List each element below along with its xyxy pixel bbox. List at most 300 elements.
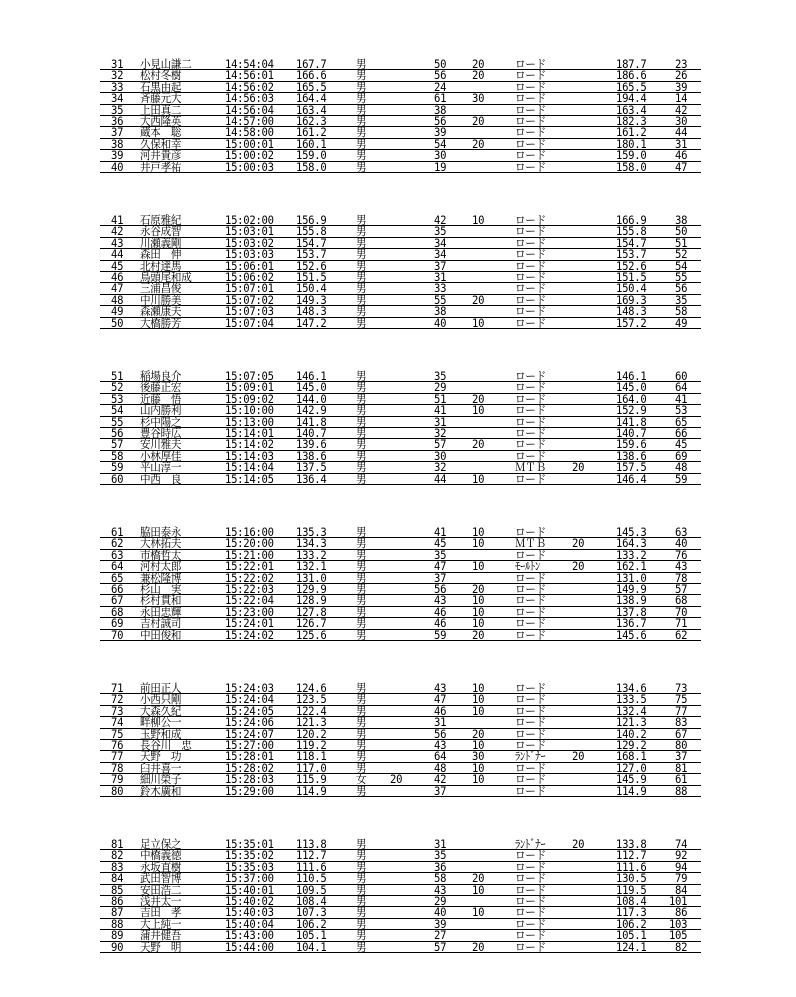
table-row xyxy=(100,226,701,237)
sex-cell: 男 xyxy=(356,525,367,539)
table-row xyxy=(100,873,701,884)
rank-cell: 55 xyxy=(675,269,688,284)
total-score-cell: 127.0 xyxy=(616,760,647,775)
row-number-cell: 58 xyxy=(111,448,124,463)
rank-cell: 44 xyxy=(675,125,688,140)
age-cell: 61 xyxy=(434,91,447,106)
participant-name-cell: 蒲井健吾 xyxy=(140,928,182,943)
table-row xyxy=(100,471,701,486)
participant-name-cell: 安川雅夫 xyxy=(140,437,182,452)
total-score-cell: 166.9 xyxy=(616,213,647,227)
participant-name-cell: 杉村貫和 xyxy=(140,593,182,608)
total-score-cell: 150.4 xyxy=(616,281,647,296)
sex-cell: 男 xyxy=(356,68,367,83)
age-bonus-cell: 30 xyxy=(472,749,485,764)
table-row xyxy=(100,391,701,406)
participant-name-cell: 上田真二 xyxy=(140,102,182,117)
rank-cell: 47 xyxy=(675,159,688,174)
sex-cell: 男 xyxy=(356,391,367,406)
participant-name-cell: 脇田泰永 xyxy=(140,525,182,539)
row-number-cell: 74 xyxy=(111,715,124,730)
participant-name-cell: 大森久紀 xyxy=(140,703,182,718)
bike-type-cell: ロード xyxy=(515,425,546,440)
points-cell: 144.0 xyxy=(296,391,327,406)
bike-type-cell: ロード xyxy=(515,893,546,908)
finish-time-cell: 14:56:01 xyxy=(225,68,274,83)
bike-type-cell: ロード xyxy=(515,125,546,140)
row-number-cell: 89 xyxy=(111,928,124,943)
bike-type-cell: ロード xyxy=(515,213,546,227)
result-block xyxy=(100,527,701,641)
points-cell: 159.0 xyxy=(296,148,327,163)
total-score-cell: 182.3 xyxy=(616,113,647,128)
table-row xyxy=(100,70,701,81)
points-cell: 154.7 xyxy=(296,235,327,250)
age-cell: 29 xyxy=(434,380,447,395)
row-number-cell: 44 xyxy=(111,247,124,262)
row-number-cell: 48 xyxy=(111,292,124,307)
bike-type-cell: ロード xyxy=(515,102,546,117)
table-row xyxy=(100,235,701,250)
total-score-cell: 163.4 xyxy=(616,102,647,117)
bike-type-cell: ロード xyxy=(515,737,546,752)
age-cell: 31 xyxy=(434,837,447,851)
age-cell: 45 xyxy=(434,536,447,551)
points-cell: 147.2 xyxy=(296,315,327,330)
finish-time-cell: 15:02:00 xyxy=(225,213,274,227)
bike-type-cell: ロード xyxy=(515,525,546,539)
rank-cell: 57 xyxy=(675,581,688,596)
row-number-cell: 65 xyxy=(111,570,124,585)
total-score-cell: 121.3 xyxy=(616,715,647,730)
table-row xyxy=(100,150,701,161)
total-score-cell: 137.8 xyxy=(616,604,647,619)
age-bonus-cell: 10 xyxy=(472,593,485,608)
sex-cell: 女 xyxy=(356,772,367,787)
participant-name-cell: 石原雅紀 xyxy=(140,213,182,227)
total-score-cell: 114.9 xyxy=(616,783,647,798)
age-bonus-cell: 10 xyxy=(472,905,485,920)
row-number-cell: 38 xyxy=(111,136,124,151)
age-bonus-cell: 20 xyxy=(472,113,485,128)
table-row xyxy=(100,751,701,762)
total-score-cell: 133.2 xyxy=(616,547,647,562)
finish-time-cell: 15:40:03 xyxy=(225,905,274,920)
bike-type-cell: ロード xyxy=(515,570,546,585)
total-score-cell: 152.6 xyxy=(616,258,647,273)
sex-cell: 男 xyxy=(356,939,367,954)
age-cell: 35 xyxy=(434,547,447,562)
points-cell: 138.6 xyxy=(296,448,327,463)
rank-cell: 81 xyxy=(675,760,688,775)
total-score-cell: 153.7 xyxy=(616,247,647,262)
participant-name-cell: 浅井太一 xyxy=(140,893,182,908)
finish-time-cell: 14:56:03 xyxy=(225,91,274,106)
finish-time-cell: 15:07:03 xyxy=(225,304,274,319)
total-score-cell: 169.3 xyxy=(616,292,647,307)
row-number-cell: 67 xyxy=(111,593,124,608)
row-number-cell: 55 xyxy=(111,414,124,429)
table-row xyxy=(100,703,701,718)
finish-time-cell: 15:13:00 xyxy=(225,414,274,429)
participant-name-cell: 武田智博 xyxy=(140,871,182,886)
row-number-cell: 39 xyxy=(111,148,124,163)
age-cell: 43 xyxy=(434,593,447,608)
row-number-cell: 46 xyxy=(111,269,124,284)
participant-name-cell: 細川榮子 xyxy=(140,772,182,787)
participant-name-cell: 中橋義徳 xyxy=(140,848,182,863)
total-score-cell: 138.6 xyxy=(616,448,647,463)
finish-time-cell: 15:35:03 xyxy=(225,859,274,874)
age-cell: 56 xyxy=(434,726,447,741)
total-score-cell: 145.0 xyxy=(616,380,647,395)
bike-type-cell: ロード xyxy=(515,871,546,886)
total-score-cell: 148.3 xyxy=(616,304,647,319)
age-cell: 57 xyxy=(434,437,447,452)
finish-time-cell: 15:22:01 xyxy=(225,559,274,574)
sex-cell: 男 xyxy=(356,102,367,117)
row-number-cell: 35 xyxy=(111,102,124,117)
sex-cell: 男 xyxy=(356,616,367,631)
row-number-cell: 86 xyxy=(111,893,124,908)
age-cell: 34 xyxy=(434,247,447,262)
row-number-cell: 32 xyxy=(111,68,124,83)
participant-name-cell: 杉中陽之 xyxy=(140,414,182,429)
points-cell: 119.2 xyxy=(296,737,327,752)
row-number-cell: 33 xyxy=(111,79,124,94)
age-cell: 56 xyxy=(434,68,447,83)
sex-cell: 男 xyxy=(356,559,367,574)
points-cell: 145.0 xyxy=(296,380,327,395)
points-cell: 104.1 xyxy=(296,939,327,954)
rank-cell: 75 xyxy=(675,692,688,707)
table-row xyxy=(100,306,701,317)
table-row xyxy=(100,850,701,861)
table-row xyxy=(100,113,701,128)
participant-name-cell: 斉藤元大 xyxy=(140,91,182,106)
rank-cell: 61 xyxy=(675,772,688,787)
total-score-cell: 164.3 xyxy=(616,536,647,551)
row-number-cell: 60 xyxy=(111,471,124,486)
sex-cell: 男 xyxy=(356,91,367,106)
sex-cell: 男 xyxy=(356,136,367,151)
participant-name-cell: 中西 良 xyxy=(140,471,182,486)
points-cell: 165.5 xyxy=(296,79,327,94)
points-cell: 106.2 xyxy=(296,916,327,931)
row-number-cell: 70 xyxy=(111,627,124,642)
finish-time-cell: 14:56:02 xyxy=(225,79,274,94)
sex-cell: 男 xyxy=(356,893,367,908)
age-cell: 35 xyxy=(434,224,447,239)
table-row xyxy=(100,315,701,330)
points-cell: 121.3 xyxy=(296,715,327,730)
points-cell: 110.5 xyxy=(296,871,327,886)
sex-cell: 男 xyxy=(356,247,367,262)
points-cell: 131.0 xyxy=(296,570,327,585)
points-cell: 128.9 xyxy=(296,593,327,608)
participant-name-cell: 杉山 実 xyxy=(140,581,182,596)
sex-cell: 男 xyxy=(356,437,367,452)
rank-cell: 31 xyxy=(675,136,688,151)
points-cell: 114.9 xyxy=(296,783,327,798)
bike-type-cell: ロード xyxy=(515,403,546,418)
sex-cell: 男 xyxy=(356,471,367,486)
sex-cell: 男 xyxy=(356,148,367,163)
sex-cell: 男 xyxy=(356,57,367,71)
participant-name-cell: 玉野和成 xyxy=(140,726,182,741)
sex-cell: 男 xyxy=(356,783,367,798)
participant-name-cell: 蔵本 聡 xyxy=(140,125,182,140)
finish-time-cell: 15:29:00 xyxy=(225,783,274,798)
total-score-cell: 161.2 xyxy=(616,125,647,140)
female-bonus-cell: 20 xyxy=(390,772,403,787)
bike-type-cell: ロード xyxy=(515,703,546,718)
rank-cell: 30 xyxy=(675,113,688,128)
table-row xyxy=(100,859,701,874)
sex-cell: 男 xyxy=(356,681,367,695)
points-cell: 167.7 xyxy=(296,57,327,71)
finish-time-cell: 15:09:01 xyxy=(225,380,274,395)
row-number-cell: 63 xyxy=(111,547,124,562)
sex-cell: 男 xyxy=(356,859,367,874)
row-number-cell: 41 xyxy=(111,213,124,227)
finish-time-cell: 15:37:00 xyxy=(225,871,274,886)
finish-time-cell: 15:07:02 xyxy=(225,292,274,307)
age-bonus-cell: 10 xyxy=(472,760,485,775)
sex-cell: 男 xyxy=(356,269,367,284)
participant-name-cell: 森田 伸 xyxy=(140,247,182,262)
participant-name-cell: 松村冬樹 xyxy=(140,68,182,83)
total-score-cell: 138.9 xyxy=(616,593,647,608)
age-cell: 40 xyxy=(434,315,447,330)
finish-time-cell: 15:22:03 xyxy=(225,581,274,596)
row-number-cell: 81 xyxy=(111,837,124,851)
total-score-cell: 158.0 xyxy=(616,159,647,174)
bike-type-cell: ロード xyxy=(515,235,546,250)
age-bonus-cell: 10 xyxy=(472,692,485,707)
age-cell: 40 xyxy=(434,905,447,920)
finish-time-cell: 15:20:00 xyxy=(225,536,274,551)
rank-cell: 26 xyxy=(675,68,688,83)
age-cell: 29 xyxy=(434,893,447,908)
age-cell: 44 xyxy=(434,471,447,486)
rank-cell: 50 xyxy=(675,224,688,239)
finish-time-cell: 15:14:04 xyxy=(225,460,274,475)
rank-cell: 63 xyxy=(675,525,688,539)
points-cell: 111.6 xyxy=(296,859,327,874)
age-cell: 37 xyxy=(434,783,447,798)
row-number-cell: 40 xyxy=(111,159,124,174)
points-cell: 125.6 xyxy=(296,627,327,642)
participant-name-cell: 吉村誠司 xyxy=(140,616,182,631)
finish-time-cell: 15:14:05 xyxy=(225,471,274,486)
finish-time-cell: 15:07:05 xyxy=(225,369,274,383)
table-row xyxy=(100,405,701,416)
total-score-cell: 108.4 xyxy=(616,893,647,908)
total-score-cell: 105.1 xyxy=(616,928,647,943)
table-row xyxy=(100,570,701,585)
bike-type-cell: ロード xyxy=(515,692,546,707)
age-bonus-cell: 10 xyxy=(472,681,485,695)
rank-cell: 14 xyxy=(675,91,688,106)
bike-type-cell: ロード xyxy=(515,726,546,741)
age-bonus-cell: 20 xyxy=(472,292,485,307)
participant-name-cell: 長谷川 忠 xyxy=(140,737,192,752)
points-cell: 148.3 xyxy=(296,304,327,319)
table-row xyxy=(100,717,701,728)
total-score-cell: 152.9 xyxy=(616,403,647,418)
age-cell: 55 xyxy=(434,292,447,307)
rank-cell: 45 xyxy=(675,437,688,452)
bike-type-cell: ロード xyxy=(515,380,546,395)
age-cell: 35 xyxy=(434,848,447,863)
total-score-cell: 159.6 xyxy=(616,437,647,452)
row-number-cell: 90 xyxy=(111,939,124,954)
age-cell: 57 xyxy=(434,939,447,954)
table-row xyxy=(100,538,701,549)
finish-time-cell: 15:16:00 xyxy=(225,525,274,539)
points-cell: 108.4 xyxy=(296,893,327,908)
row-number-cell: 72 xyxy=(111,692,124,707)
sex-cell: 男 xyxy=(356,281,367,296)
points-cell: 161.2 xyxy=(296,125,327,140)
participant-name-cell: 北村達馬 xyxy=(140,258,182,273)
age-cell: 56 xyxy=(434,581,447,596)
participant-name-cell: 臼井喜一 xyxy=(140,760,182,775)
finish-time-cell: 15:14:02 xyxy=(225,437,274,452)
age-cell: 43 xyxy=(434,681,447,695)
points-cell: 163.4 xyxy=(296,102,327,117)
bike-type-cell: ロード xyxy=(515,269,546,284)
total-score-cell: 130.5 xyxy=(616,871,647,886)
row-number-cell: 47 xyxy=(111,281,124,296)
age-bonus-cell: 10 xyxy=(472,703,485,718)
participant-name-cell: 前田正人 xyxy=(140,681,182,695)
table-row xyxy=(100,414,701,429)
sex-cell: 男 xyxy=(356,536,367,551)
row-number-cell: 82 xyxy=(111,848,124,863)
table-row xyxy=(100,783,701,798)
sex-cell: 男 xyxy=(356,570,367,585)
finish-time-cell: 15:10:00 xyxy=(225,403,274,418)
points-cell: 146.1 xyxy=(296,369,327,383)
bike-type-cell: ロード xyxy=(515,848,546,863)
sex-cell: 男 xyxy=(356,315,367,330)
finish-time-cell: 15:35:01 xyxy=(225,837,274,851)
finish-time-cell: 14:58:00 xyxy=(225,125,274,140)
row-number-cell: 53 xyxy=(111,391,124,406)
points-cell: 142.9 xyxy=(296,403,327,418)
finish-time-cell: 15:24:04 xyxy=(225,692,274,707)
rank-cell: 66 xyxy=(675,425,688,440)
finish-time-cell: 15:07:01 xyxy=(225,281,274,296)
finish-time-cell: 15:24:05 xyxy=(225,703,274,718)
bike-type-cell: ロード xyxy=(515,437,546,452)
points-cell: 122.4 xyxy=(296,703,327,718)
bike-type-cell: ロード xyxy=(515,68,546,83)
participant-name-cell: 足立保之 xyxy=(140,837,182,851)
rank-cell: 103 xyxy=(668,916,688,931)
bike-type-cell: ロード xyxy=(515,414,546,429)
rank-cell: 42 xyxy=(675,102,688,117)
age-cell: 33 xyxy=(434,281,447,296)
finish-time-cell: 15:28:02 xyxy=(225,760,274,775)
age-bonus-cell: 20 xyxy=(472,57,485,71)
age-cell: 46 xyxy=(434,616,447,631)
sex-cell: 男 xyxy=(356,604,367,619)
bike-type-cell: ロード xyxy=(515,715,546,730)
bike-type-cell: ロード xyxy=(515,281,546,296)
sex-cell: 男 xyxy=(356,113,367,128)
table-row xyxy=(100,79,701,94)
total-score-cell: 164.0 xyxy=(616,391,647,406)
table-row xyxy=(100,448,701,463)
bike-type-cell: ロード xyxy=(515,859,546,874)
result-block xyxy=(100,59,701,173)
age-cell: 47 xyxy=(434,692,447,707)
total-score-cell: 129.2 xyxy=(616,737,647,752)
finish-time-cell: 15:14:01 xyxy=(225,425,274,440)
bike-type-cell: ﾗﾝﾄﾞﾅｰ xyxy=(515,749,546,764)
row-number-cell: 50 xyxy=(111,315,124,330)
bike-type-cell: ロード xyxy=(515,148,546,163)
finish-time-cell: 15:43:00 xyxy=(225,928,274,943)
bike-type-cell: ロード xyxy=(515,783,546,798)
total-score-cell: 145.3 xyxy=(616,525,647,539)
rank-cell: 94 xyxy=(675,859,688,874)
age-bonus-cell: 10 xyxy=(472,616,485,631)
age-cell: 51 xyxy=(434,391,447,406)
rank-cell: 73 xyxy=(675,681,688,695)
rank-cell: 67 xyxy=(675,726,688,741)
table-row xyxy=(100,939,701,954)
total-score-cell: 136.7 xyxy=(616,616,647,631)
age-bonus-cell: 20 xyxy=(472,437,485,452)
participant-name-cell: 三浦昌俊 xyxy=(140,281,182,296)
participant-name-cell: 鳥頭尾和成 xyxy=(140,269,192,284)
bike-type-cell: ロード xyxy=(515,581,546,596)
table-row xyxy=(100,269,701,284)
age-bonus-cell: 20 xyxy=(472,871,485,886)
points-cell: 133.2 xyxy=(296,547,327,562)
age-cell: 43 xyxy=(434,737,447,752)
rank-cell: 62 xyxy=(675,627,688,642)
table-row xyxy=(100,439,701,450)
result-block xyxy=(100,371,701,485)
row-number-cell: 79 xyxy=(111,772,124,787)
table-row xyxy=(100,249,701,260)
sex-cell: 男 xyxy=(356,928,367,943)
age-bonus-cell: 20 xyxy=(472,391,485,406)
rank-cell: 65 xyxy=(675,414,688,429)
age-bonus-cell: 20 xyxy=(472,726,485,741)
participant-name-cell: 近藤 悟 xyxy=(140,391,182,406)
participant-name-cell: 大林拓夫 xyxy=(140,536,182,551)
participant-name-cell: 井戸孝祐 xyxy=(140,159,182,174)
finish-time-cell: 15:21:00 xyxy=(225,547,274,562)
participant-name-cell: 大橋勝芳 xyxy=(140,315,182,330)
rank-cell: 69 xyxy=(675,448,688,463)
row-number-cell: 62 xyxy=(111,536,124,551)
total-score-cell: 140.7 xyxy=(616,425,647,440)
age-bonus-cell: 20 xyxy=(472,939,485,954)
age-cell: 48 xyxy=(434,760,447,775)
points-cell: 109.5 xyxy=(296,882,327,897)
sex-cell: 男 xyxy=(356,737,367,752)
sex-cell: 男 xyxy=(356,715,367,730)
sex-cell: 男 xyxy=(356,460,367,475)
bike-type-cell: ロード xyxy=(515,91,546,106)
